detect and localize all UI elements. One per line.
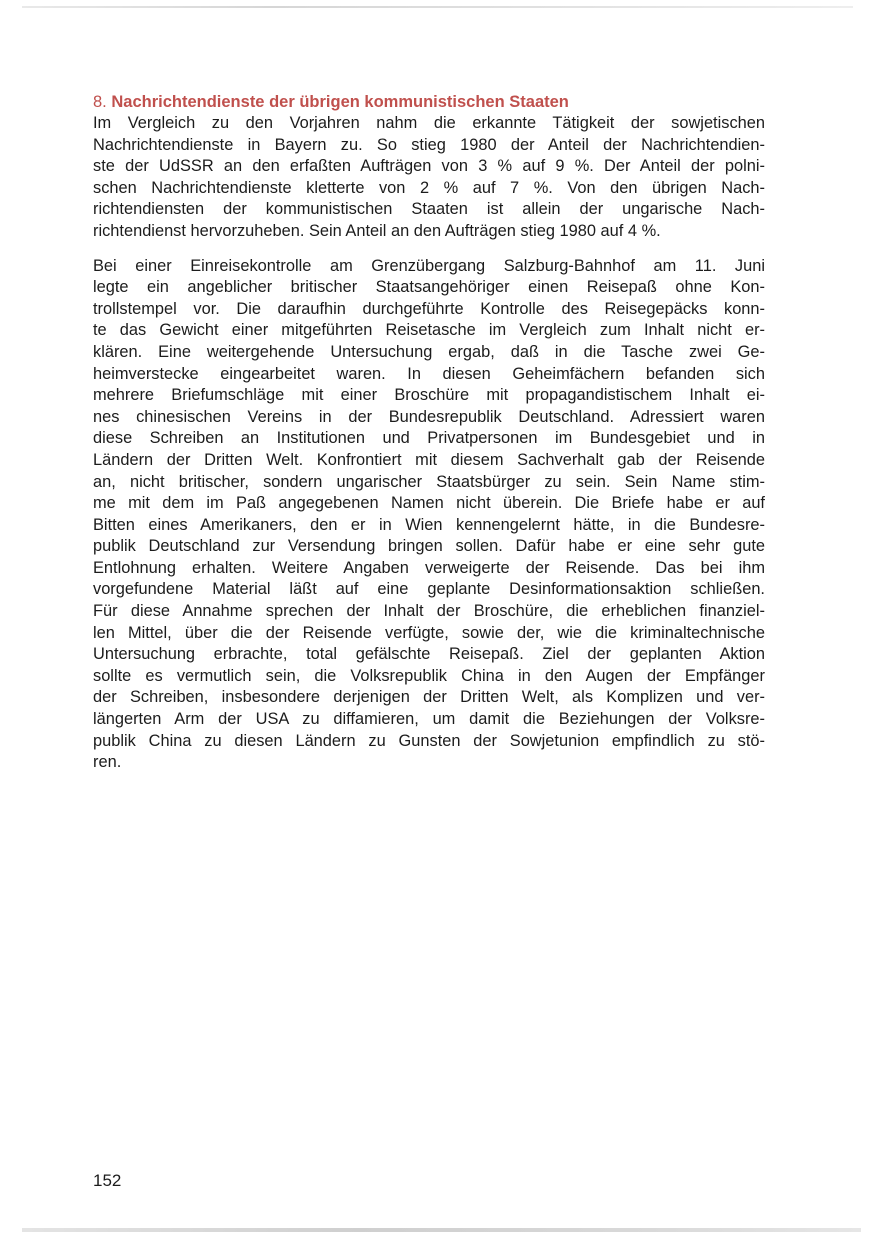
text-line: nes chinesischen Vereins in der Bundesrepublik Deutschland. Adressiert waren	[93, 407, 765, 426]
text-line: schen Nachrichtendienste kletterte von 2 % auf 7 %. Von den übrigen Nach-	[93, 178, 765, 197]
text-line: der Schreiben, insbesondere derjenigen der Dritten Welt, als Komplizen und ver-	[93, 688, 765, 707]
text-line: längerten Arm der USA zu diffamieren, um damit die Beziehungen der Volksre-	[93, 710, 765, 729]
text-line: trollstempel vor. Die daraufhin durchgeführte Kontrolle des Reisegepäcks konn-	[93, 299, 765, 318]
text-line: richtendiensten der kommunistischen Staaten ist allein der ungarische Nach-	[93, 200, 765, 219]
section-title: Nachrichtendienste der übrigen kommunistischen Staaten	[111, 93, 569, 111]
bottom-scan-edge	[22, 1228, 861, 1232]
text-line: Bei einer Einreisekontrolle am Grenzübergang Salzburg-Bahnhof am 11. Juni	[93, 256, 765, 275]
text-line: vorgefundene Material läßt auf eine geplante Desinformationsaktion schließen.	[93, 580, 765, 599]
text-line: Ländern der Dritten Welt. Konfrontiert mit diesem Sachverhalt gab der Reisende	[93, 450, 765, 469]
text-line: heimverstecke eingearbeitet waren. In diesen Geheimfächern befanden sich	[93, 364, 765, 383]
text-line: Für diese Annahme sprechen der Inhalt der Broschüre, die erheblichen finanziel-	[93, 602, 765, 621]
text-line: me mit dem im Paß angegebenen Namen nicht überein. Die Briefe habe er auf	[93, 494, 765, 513]
text-line: ste der UdSSR an den erfaßten Aufträgen von 3 % auf 9 %. Der Anteil der polni-	[93, 157, 765, 176]
section-number: 8.	[93, 93, 107, 111]
paragraph-2	[93, 256, 765, 774]
text-line: publik China zu diesen Ländern zu Gunsten der Sowjetunion empfindlich zu stö-	[93, 731, 765, 750]
page-content	[93, 91, 765, 774]
text-line: diese Schreiben an Institutionen und Privatpersonen im Bundesgebiet und in	[93, 429, 765, 448]
text-line: publik Deutschland zur Versendung bringen sollen. Dafür habe er eine sehr gute	[93, 537, 765, 556]
section-heading	[93, 91, 765, 113]
text-line: len Mittel, über die der Reisende verfügte, sowie der, wie die kriminaltechnische	[93, 623, 765, 642]
paragraph-1	[93, 113, 765, 243]
text-line: Bitten eines Amerikaners, den er in Wien kennengelernt hätte, in die Bundesre-	[93, 515, 765, 534]
text-line: legte ein angeblicher britischer Staatsangehöriger einen Reisepaß ohne Kon-	[93, 278, 765, 297]
text-line: an, nicht britischer, sondern ungarischer Staatsbürger zu sein. Sein Name stim-	[93, 472, 765, 491]
text-line: sollte es vermutlich sein, die Volksrepublik China in den Augen der Empfänger	[93, 666, 765, 685]
text-line: richtendienst hervorzuheben. Sein Anteil an den Aufträgen stieg 1980 auf 4 %.	[93, 221, 661, 240]
text-line: Untersuchung erbrachte, total gefälschte Reisepaß. Ziel der geplanten Aktion	[93, 645, 765, 664]
text-line: klären. Eine weitergehende Untersuchung ergab, daß in die Tasche zwei Ge-	[93, 342, 765, 361]
text-line: Entlohnung erhalten. Weitere Angaben verweigerte der Reisende. Das bei ihm	[93, 558, 765, 577]
text-line: te das Gewicht einer mitgeführten Reisetasche im Vergleich zum Inhalt nicht er-	[93, 321, 765, 340]
text-line: Nachrichtendienste in Bayern zu. So stieg 1980 der Anteil der Nachrichtendien-	[93, 135, 765, 154]
top-scan-edge	[22, 6, 853, 8]
text-line: Im Vergleich zu den Vorjahren nahm die erkannte Tätigkeit der sowjetischen	[93, 114, 765, 132]
text-line: mehrere Briefumschläge mit einer Broschüre mit propagandistischem Inhalt ei-	[93, 386, 765, 405]
page-number: 152	[93, 1171, 122, 1190]
text-line: ren.	[93, 753, 122, 772]
